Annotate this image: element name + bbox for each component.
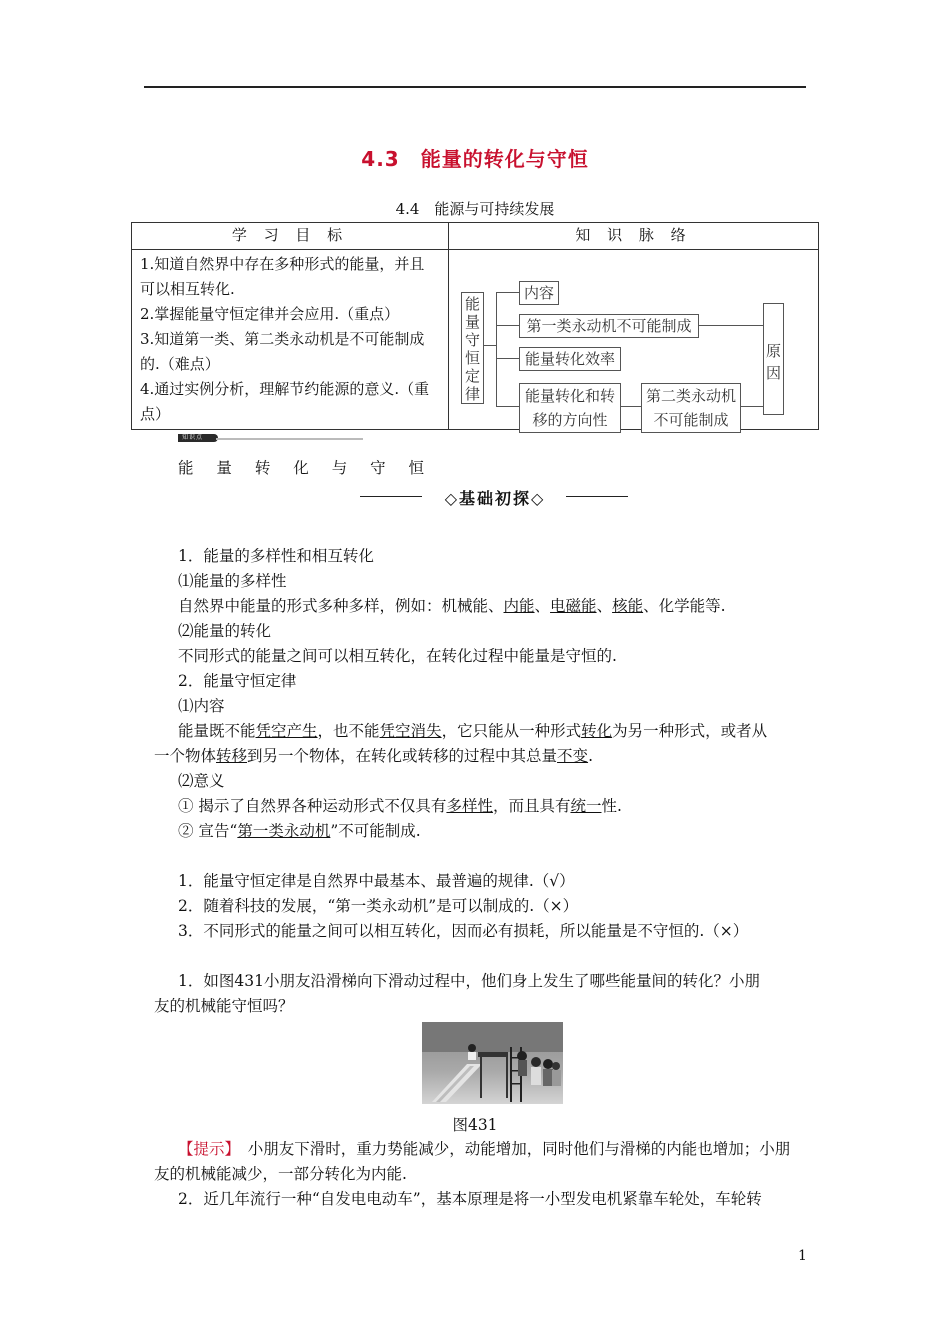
page-subtitle: 4.4 能源与可持续发展 [395,200,555,218]
paragraph-forms: 自然界中能量的形式多种多样，例如：机械能、内能、电磁能、核能、化学能等. [178,597,726,615]
map-reason: 原因 [763,303,784,415]
paragraph-conversion: 不同形式的能量之间可以相互转化，在转化过程中能量是守恒的. [178,647,617,665]
heading-2b: ⑵意义 [178,772,225,790]
goal-line: 4.通过实例分析，理解节约能源的意义.（重 [140,380,430,398]
judgement-3: 3．不同形式的能量之间可以相互转化，因而必有损耗，所以能量是不守恒的.（×） [178,922,749,940]
map-root: 能量守恒定律 [461,292,484,404]
judgement-1: 1．能量守恒定律是自然界中最基本、最普遍的规律.（√） [178,872,575,890]
goal-line: 2.掌握能量守恒定律并会应用.（重点） [140,305,400,323]
hint-line2: 友的机械能减少，一部分转化为内能. [154,1165,407,1183]
heading-1a: ⑴能量的多样性 [178,572,287,590]
paragraph-law-line1: 能量既不能凭空产生，也不能凭空消失，它只能从一种形式转化为另一种形式，或者从 [178,722,768,740]
question-1-line2: 友的机械能守恒吗？ [154,997,294,1015]
goal-line: 1.知道自然界中存在多种形式的能量，并且 [140,255,425,273]
knowledge-map [449,250,819,430]
question-1-line1: 1．如图431小朋友沿滑梯向下滑动过程中，他们身上发生了哪些能量间的转化？小朋 [178,972,760,990]
map-branch-efficiency: 能量转化效率 [519,347,621,371]
heading-2a: ⑴内容 [178,697,225,715]
paragraph-law-line2: 一个物体转移到另一个物体，在转化或转移的过程中其总量不变. [154,747,593,765]
section-title: 能 量 转 化 与 守 恒 [178,459,434,477]
map-header: 知 识 脉 络 [449,223,819,250]
goal-line: 点） [140,405,171,423]
heading-1: 1．能量的多样性和相互转化 [178,547,374,565]
map-branch-content: 内容 [519,281,559,305]
map-branch-perpetual-1: 第一类永动机不可能制成 [519,314,699,338]
basic-exploration-divider [360,486,630,508]
map-branch-direction: 能量转化和转 移的方向性 [519,383,621,433]
goals-header: 学 习 目 标 [132,223,449,250]
figure-caption: 图431 [452,1116,498,1134]
significance-2: ② 宣告“第一类永动机”不可能制成. [178,822,421,840]
goal-line: 3.知道第一类、第二类永动机是不可能制成 [140,330,425,348]
map-sub-perpetual-2: 第二类永动机 不可能制成 [641,383,741,433]
page-title: 4.3 能量的转化与守恒 [361,147,589,171]
goals-list [132,250,449,430]
slide-photo [422,1022,563,1104]
goals-table [131,222,819,430]
significance-1: ① 揭示了自然界各种运动形式不仅具有多样性，而且具有统一性. [178,797,622,815]
heading-1b: ⑵能量的转化 [178,622,272,640]
goal-line: 的.（难点） [140,355,220,373]
hint-line1: 【提示】 小朋友下滑时，重力势能减少，动能增加，同时他们与滑梯的内能也增加；小朋 [178,1140,791,1158]
basic-exploration-label: ◇基础初探◇ [444,489,546,508]
judgement-2: 2．随着科技的发展，“第一类永动机”是可以制成的.（×） [178,897,579,915]
heading-2: 2．能量守恒定律 [178,672,297,690]
question-2-line1: 2．近几年流行一种“自发电电动车”，基本原理是将一小型发电机紧靠车轮处，车轮转 [178,1190,762,1208]
header-rule [144,86,806,88]
knowledge-point-bar: 知识点 [178,433,363,443]
goal-line: 可以相互转化. [140,280,235,298]
page-number: 1 [798,1248,807,1264]
